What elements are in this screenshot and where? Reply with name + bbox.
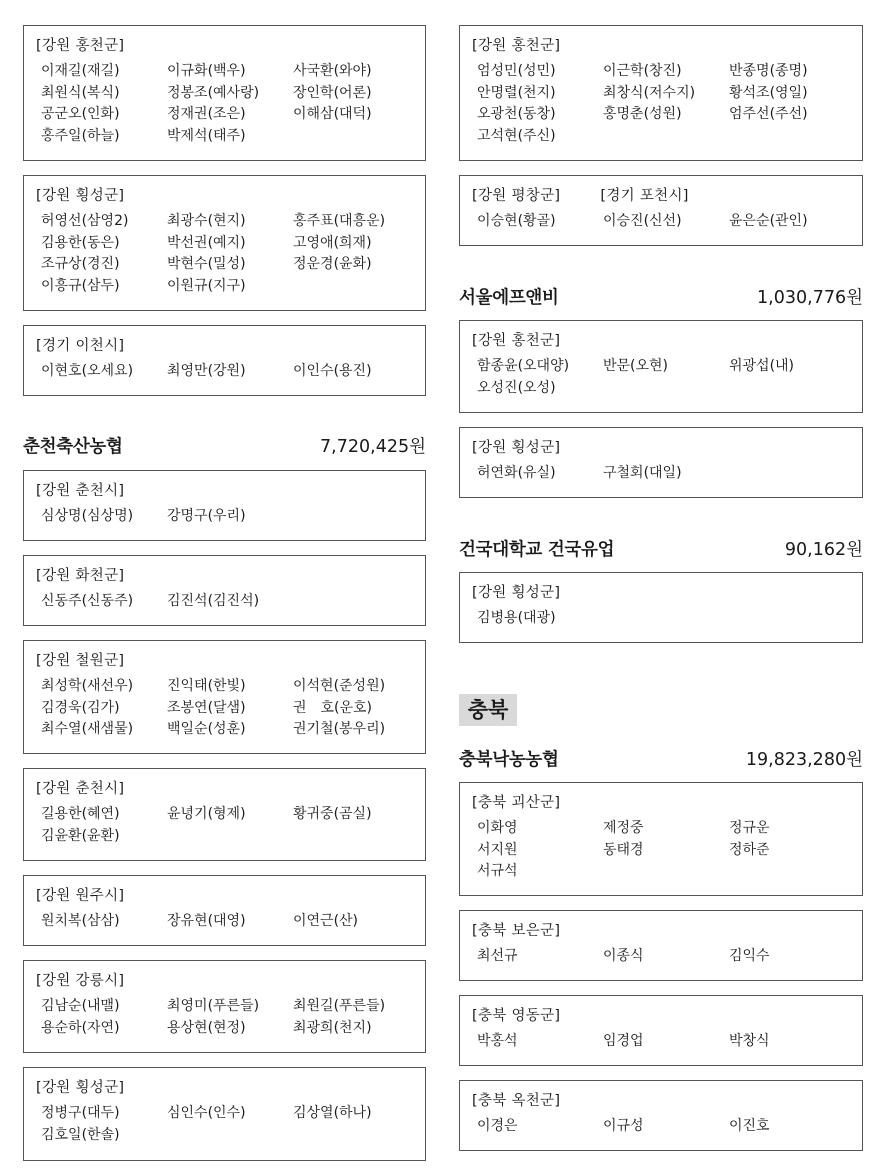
donor-name: 박선권(예지)	[167, 234, 246, 251]
donor-name: 박창식	[729, 1033, 770, 1049]
donor-box	[459, 1080, 863, 1151]
donor-box	[23, 1067, 426, 1161]
donation-amount: 7,720,425원	[320, 436, 426, 457]
donor-list	[36, 804, 425, 847]
donor-box	[459, 782, 863, 896]
donor-name: 장인학(어론)	[293, 84, 372, 101]
region-name: [강원 춘천시]	[36, 781, 125, 797]
donor-name: 정규운	[729, 820, 770, 836]
donor-name: 허연화(유실)	[477, 465, 556, 481]
donor-name: 김진석(김진석)	[167, 593, 260, 609]
donor-name: 이재길(재길)	[41, 63, 120, 79]
donor-list	[36, 676, 425, 741]
region-name: [강원 원주시]	[36, 888, 125, 904]
donor-name: 최광수(현지)	[167, 213, 246, 229]
donor-name: 오성진(오성)	[477, 379, 556, 396]
region-name: [강원 횡성군]	[36, 188, 125, 204]
donor-name: 김용한(동은)	[41, 234, 120, 251]
region-name: [강원 철원군]	[36, 653, 125, 669]
donor-name: 고석현(주신)	[477, 127, 556, 144]
region-name: [강원 홍천군]	[472, 333, 561, 349]
donor-list	[472, 211, 862, 233]
region-label	[36, 337, 425, 357]
donation-amount: 19,823,280원	[745, 749, 863, 770]
org-name: 서울에프앤비	[459, 287, 559, 308]
section-header	[459, 745, 863, 771]
donor-list	[472, 1116, 862, 1138]
region-name: [강원 횡성군]	[36, 1080, 125, 1096]
donor-box	[459, 25, 863, 161]
donor-box	[459, 427, 863, 498]
donor-name: 사국환(와야)	[293, 63, 372, 79]
region-label	[472, 794, 862, 814]
donor-name: 조규상(경진)	[41, 256, 120, 272]
donor-name: 최수열(새샘물)	[41, 721, 134, 737]
donor-box	[459, 572, 863, 643]
region-label	[36, 652, 425, 672]
donor-box	[23, 768, 426, 861]
donor-name: 용순하(자연)	[41, 1019, 120, 1036]
section-header	[23, 432, 426, 458]
donor-name: 위광섭(내)	[729, 358, 795, 374]
donor-name: 제정중	[603, 820, 644, 836]
donor-name: 서규석	[477, 863, 518, 879]
region-name: [경기 이천시]	[36, 338, 125, 354]
donor-name: 공군오(인화)	[41, 106, 120, 122]
donor-name: 이규화(백우)	[167, 63, 246, 79]
donor-list	[472, 356, 862, 399]
donor-name: 원치복(삼삼)	[41, 913, 120, 929]
donor-name: 강명구(우리)	[167, 508, 246, 524]
region-name: [충북 괴산군]	[472, 795, 561, 811]
donor-name: 정봉조(예사랑)	[167, 84, 260, 101]
donor-name: 황석조(영일)	[729, 84, 808, 101]
donor-name: 김상열(하나)	[293, 1105, 372, 1121]
donor-name: 이원규(지구)	[167, 277, 246, 294]
section-header	[459, 283, 863, 309]
donor-name: 이현호(오세요)	[41, 363, 134, 379]
region-name: [강원 홍천군]	[36, 38, 125, 54]
donor-list	[36, 506, 425, 528]
donor-list	[472, 946, 862, 968]
donor-name: 홍명춘(성원)	[603, 106, 682, 122]
donor-name: 동태경	[603, 841, 644, 858]
donor-list	[472, 463, 862, 485]
donor-box	[23, 555, 426, 626]
donor-name: 함종윤(오대양)	[477, 358, 570, 374]
donor-box	[23, 875, 426, 946]
region-label	[472, 922, 862, 942]
donor-name: 이연근(산)	[293, 913, 359, 929]
donor-box	[23, 175, 426, 311]
region-label	[472, 584, 862, 604]
region-label	[472, 332, 862, 352]
donor-name: 최광희(천지)	[293, 1019, 372, 1036]
donor-name: 정하준	[729, 841, 770, 858]
donor-name: 안명렬(천지)	[477, 84, 556, 101]
donor-name: 윤녕기(형제)	[167, 806, 246, 822]
region-label	[472, 439, 862, 459]
org-name: 건국대학교 건국유업	[459, 539, 615, 560]
donor-name: 이석현(준성원)	[293, 678, 386, 694]
org-name: 춘천축산농협	[23, 436, 123, 457]
region-name: [강원 횡성군]	[472, 585, 561, 601]
donor-box	[23, 640, 426, 754]
region-name: [강원 춘천시]	[36, 483, 125, 499]
donor-name: 조봉연(달샘)	[167, 699, 246, 716]
donor-name: 권기철(봉우리)	[293, 721, 386, 737]
donor-name: 정병구(대두)	[41, 1105, 120, 1121]
donor-list	[36, 211, 425, 297]
donor-name: 허영선(삼영2)	[41, 213, 129, 229]
donor-name: 이경은	[477, 1118, 518, 1134]
donor-name: 장유현(대영)	[167, 913, 246, 929]
donor-name: 김윤환(윤환)	[41, 827, 120, 844]
donor-box	[459, 175, 863, 246]
region-label	[36, 37, 425, 57]
donor-name: 김남순(내맬)	[41, 998, 120, 1014]
donor-name: 홍주표(대흥운)	[293, 213, 386, 229]
donor-name: 심상명(심상명)	[41, 508, 134, 524]
donor-name: 반문(오현)	[603, 358, 669, 374]
donor-name: 이해삼(대덕)	[293, 106, 372, 122]
donor-name: 이인수(용진)	[293, 363, 372, 379]
donor-name: 최원길(푸른들)	[293, 998, 386, 1014]
donor-box	[459, 995, 863, 1066]
donor-name: 이종식	[603, 948, 644, 964]
donor-name: 윤은순(관인)	[729, 213, 808, 229]
region-label	[472, 37, 862, 57]
donor-name: 김익수	[729, 948, 770, 964]
region-label	[472, 1092, 862, 1112]
region-name: [강원 홍천군]	[472, 38, 561, 54]
donor-name: 이규성	[603, 1118, 644, 1134]
donor-box	[459, 320, 863, 413]
donor-name: 이근학(창진)	[603, 63, 682, 79]
donor-name: 박홍석	[477, 1033, 518, 1049]
donor-name: 최영미(푸른들)	[167, 998, 260, 1014]
donor-box	[23, 325, 426, 396]
donor-name: 최창식(저수지)	[603, 84, 696, 101]
donor-name: 박현수(밀성)	[167, 256, 246, 272]
donor-name: 이승진(신선)	[603, 213, 682, 229]
donation-amount: 1,030,776원	[757, 287, 863, 308]
donor-name: 홍주일(하늘)	[41, 127, 120, 144]
donor-name: 최성학(새선우)	[41, 678, 134, 694]
donor-name: 권 호(운호)	[293, 699, 373, 716]
donor-name: 오광천(동창)	[477, 106, 556, 122]
donor-list	[472, 1031, 862, 1053]
donor-name: 최영만(강원)	[167, 363, 246, 379]
donor-box	[23, 470, 426, 541]
donor-name: 이화영	[477, 820, 518, 836]
donor-name: 구철회(대일)	[603, 465, 682, 481]
donor-name: 용상현(현정)	[167, 1019, 246, 1036]
donor-name: 엄주선(주선)	[729, 106, 808, 122]
region-label	[472, 187, 862, 207]
donor-list	[36, 361, 425, 383]
region-name: [강원 횡성군]	[472, 440, 561, 456]
donor-name: 신동주(신동주)	[41, 593, 134, 609]
region-name: [충북 보은군]	[472, 923, 561, 939]
donor-name: 심인수(인수)	[167, 1105, 246, 1121]
donor-name: 진익태(한빛)	[167, 678, 246, 694]
donor-name: 서지원	[477, 841, 518, 858]
org-name: 충북낙농농협	[459, 749, 559, 770]
section-header	[459, 535, 863, 561]
donor-name: 정운경(윤화)	[293, 256, 372, 272]
region-label	[36, 887, 425, 907]
donor-name: 이진호	[729, 1118, 770, 1134]
donor-list	[36, 911, 425, 933]
donor-list	[36, 591, 425, 613]
region-label	[36, 780, 425, 800]
donor-name: 엄성민(성민)	[477, 63, 556, 79]
donor-name: 이승현(황골)	[477, 213, 556, 229]
donor-name: 황귀중(곰실)	[293, 806, 372, 822]
region-heading: 충북	[459, 694, 517, 726]
donor-list	[472, 608, 862, 630]
donor-name: 반종명(종명)	[729, 63, 808, 79]
region-label	[36, 567, 425, 587]
region-name: [강원 화천군]	[36, 568, 125, 584]
donor-name: 고영애(희재)	[293, 234, 372, 251]
donor-box	[23, 960, 426, 1053]
donor-list	[472, 61, 862, 147]
region-label	[472, 1007, 862, 1027]
donor-name: 김경욱(김가)	[41, 699, 120, 716]
region-name: [강원 강릉시]	[36, 973, 125, 989]
donor-list	[36, 1103, 425, 1146]
region-name: [경기 포천시]	[600, 188, 689, 204]
donor-name: 정재권(조은)	[167, 106, 246, 122]
donor-box	[23, 25, 426, 161]
region-name: [충북 옥천군]	[472, 1093, 561, 1109]
region-label	[36, 972, 425, 992]
donor-name: 임경업	[603, 1033, 644, 1049]
region-label	[36, 187, 425, 207]
region-name: [충북 영동군]	[472, 1008, 561, 1024]
donor-name: 김호일(한솔)	[41, 1126, 120, 1143]
donor-list	[36, 61, 425, 147]
donor-list	[472, 818, 862, 883]
donor-name: 김병용(대광)	[477, 610, 556, 626]
region-label	[36, 482, 425, 502]
donor-box	[459, 910, 863, 981]
region-label	[36, 1079, 425, 1099]
donation-amount: 90,162원	[784, 539, 863, 560]
donor-name: 박제석(태주)	[167, 127, 246, 144]
donor-name: 길용한(혜연)	[41, 806, 120, 822]
donor-list	[36, 996, 425, 1039]
donor-name: 최선규	[477, 948, 518, 964]
donor-name: 최원식(복식)	[41, 84, 120, 101]
region-name: [강원 평창군]	[472, 188, 561, 204]
donor-name: 백일순(성훈)	[167, 721, 246, 737]
donor-name: 이흥규(삼두)	[41, 277, 120, 294]
